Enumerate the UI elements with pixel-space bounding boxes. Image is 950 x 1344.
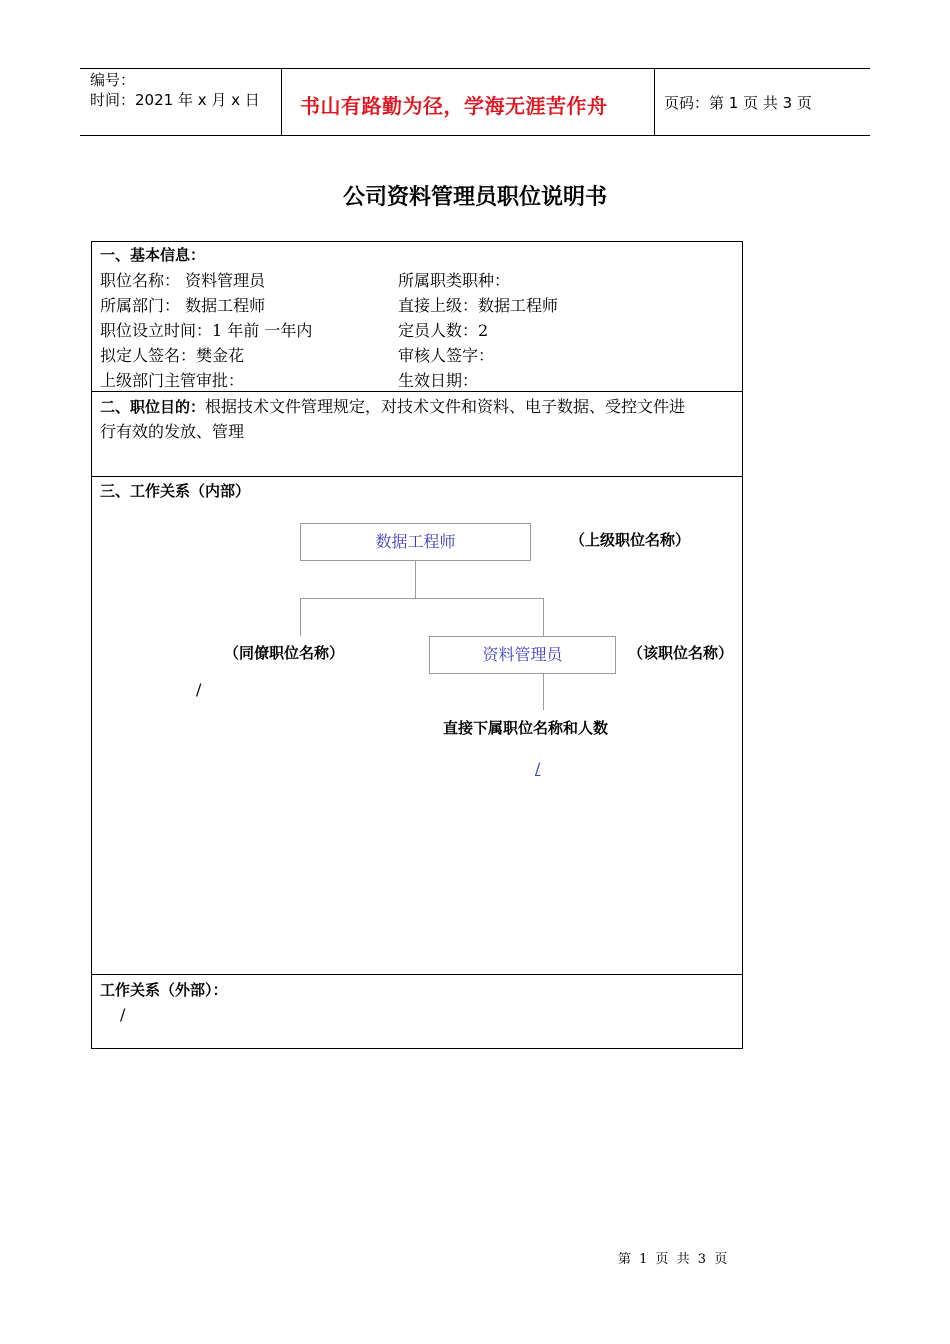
section2-heading: 二、职位目的： [100, 398, 206, 416]
doc-date-label: 时间：2021 年 x 月 x 日 [90, 91, 260, 109]
org-connector [300, 598, 544, 599]
peer-position-value: / [196, 680, 202, 699]
header-top-rule [80, 68, 870, 69]
page-indicator: 页码：第 1 页 共 3 页 [664, 94, 812, 112]
info-supervisor-approval: 上级部门主管审批： [100, 371, 245, 390]
header-divider [281, 68, 282, 135]
current-position-label: （该职位名称） [628, 644, 734, 662]
section2-text: 根据技术文件管理规定，对技术文件和资料、电子数据、受控文件进 [205, 397, 686, 416]
info-drafter-signature: 拟定人签名：樊金花 [100, 346, 245, 365]
external-relations-value: / [120, 1005, 126, 1024]
info-reviewer-signature: 审核人签字： [398, 346, 495, 365]
page-footer: 第 1 页 共 3 页 [618, 1252, 730, 1267]
info-headcount: 定员人数：2 [398, 321, 489, 340]
info-effective-date: 生效日期： [398, 371, 479, 390]
org-connector [415, 561, 416, 598]
section1-heading: 一、基本信息： [100, 246, 206, 264]
subordinate-value: / [535, 759, 541, 778]
org-connector [300, 598, 301, 636]
subordinate-label: 直接下属职位名称和人数 [443, 719, 609, 737]
header-motto: 书山有路勤为径，学海无涯苦作舟 [300, 94, 608, 118]
info-established-time: 职位设立时间：1 年前 一年内 [100, 321, 313, 340]
section3-heading: 三、工作关系（内部） [100, 482, 251, 500]
section-divider [91, 476, 743, 477]
header-bottom-rule [80, 135, 870, 136]
org-connector [543, 674, 544, 710]
section2-line2: 行有效的发放、管理 [100, 422, 245, 441]
doc-number-label: 编号： [90, 71, 136, 89]
current-position-box: 资料管理员 [429, 636, 616, 674]
peer-position-label: （同僚职位名称） [224, 644, 345, 662]
section2-line1 [100, 394, 685, 420]
section-divider [91, 974, 743, 975]
info-direct-superior: 直接上级：数据工程师 [398, 296, 559, 315]
info-job-category: 所属职类职种： [398, 271, 511, 290]
superior-position-box: 数据工程师 [300, 523, 531, 561]
document-title: 公司资料管理员职位说明书 [342, 184, 607, 210]
superior-position-label: （上级职位名称） [570, 531, 691, 549]
info-department: 所属部门： 数据工程师 [100, 296, 266, 315]
header-divider [654, 68, 655, 135]
org-connector [543, 598, 544, 636]
section4-heading: 工作关系（外部）： [100, 981, 228, 999]
info-position-name: 职位名称： 资料管理员 [100, 271, 266, 290]
